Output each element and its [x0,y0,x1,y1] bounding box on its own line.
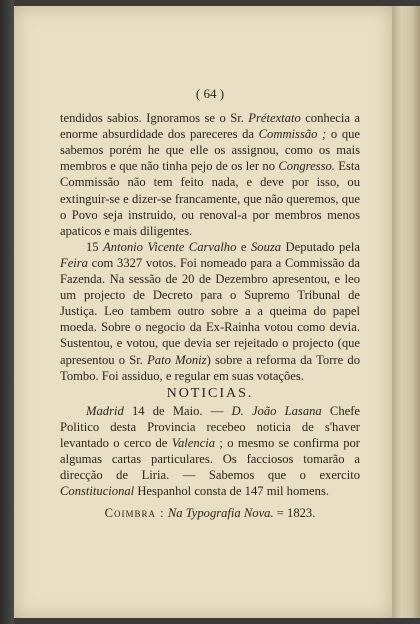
paragraph-news: Madrid 14 de Maio. — D. João Lasana Chefe Politico desta Provincia recebeo noticia de s'haver levantado o cerco de Valencia ; o mesmo se confirma por algumas cartas particulares. Os facciosos tomarão a direcção de Liria. — Sabemos que o exercito Constitucional Hespanhol consta de 147 mil homens. [60,403,360,499]
page-content [60,86,360,521]
imprint-year: = 1823. [276,506,316,521]
imprint-city: Coimbra : [104,506,165,521]
paragraph-commission: tendidos sabios. Ignoramos se o Sr. Prétextato conhecia a enorme absurdidade dos pareceres da Commissão ; o que sabemos porém he que elle os assignou, como os mais membros e que não tinha pejo de os ler no Congresso. Esta Commissão não tem feito nada, e deve por isso, ou extinguir-se e dizer-se francamente, que não queremos, que o Povo seja instruido, ou renoval-a por membros menos apaticos e mais diligentes. [60,111,360,238]
imprint-press: Na Typografia Nova. [167,506,274,521]
page-number: ( 64 ) [195,86,225,101]
facing-page-edge [392,6,420,618]
background-left [0,0,14,624]
section-heading: NOTICIAS. [166,385,254,401]
imprint-footer [60,505,360,521]
paragraph-deputy: 15 Antonio Vicente Carvalho e Souza Deputado pela Feira com 3327 votos. Foi nomeado para a Commissão da Fazenda. Na sessão de 20 de Dezembro apresentou, e leo um projecto de Decreto para o Supremo Tribunal de Justiça. Leo tambem outro sobre a a queima do papel moeda. Sobre o negocio da Ex-Rainha votou como devia. Sustentou, e votou, que devia ser rejeitado o projecto (que apresentou o Sr. Pato Moniz) sobre a reforma da Torre do Tombo. Foi assiduo, e regular em suas votações. [60,239,360,383]
